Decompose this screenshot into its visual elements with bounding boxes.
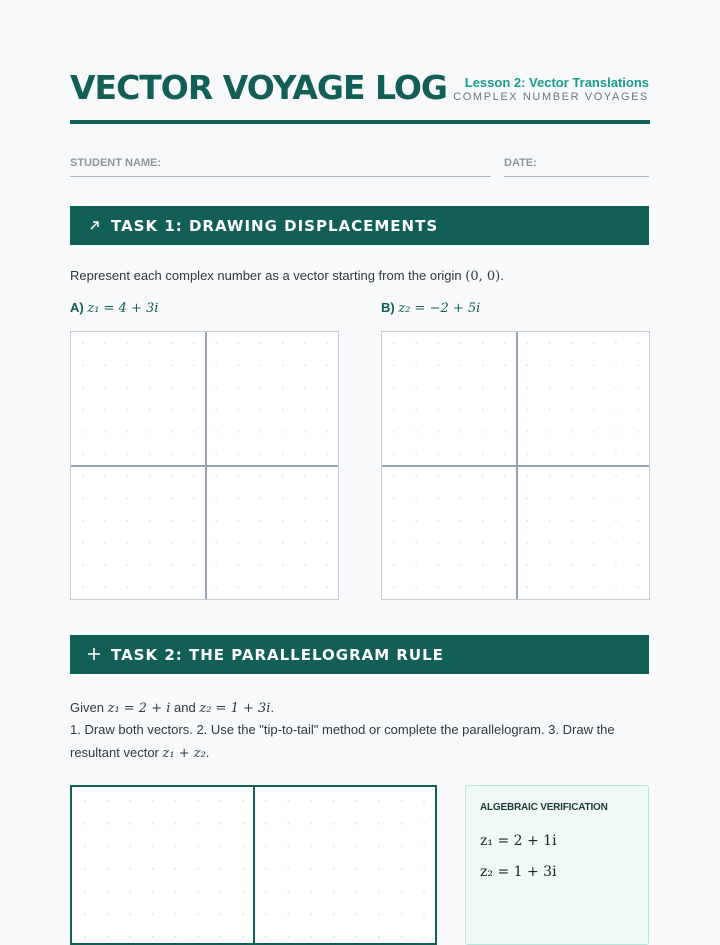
origin-expr: (0, 0) <box>465 269 501 284</box>
lesson-title: Lesson 2: Vector Translations <box>464 75 649 90</box>
y-axis <box>253 787 255 943</box>
task2-banner <box>70 635 649 674</box>
algebraic-verification-box <box>465 785 649 945</box>
plot-grid-b[interactable] <box>381 331 650 600</box>
arrow-up-right-icon <box>87 218 101 234</box>
page-subtitle: COMPLEX NUMBER VOYAGES <box>453 91 649 103</box>
page-title: VECTOR VOYAGE LOG <box>70 68 447 107</box>
task2-title: TASK 2: THE PARALLELOGRAM RULE <box>111 645 444 664</box>
plot-grid-a[interactable] <box>70 331 339 600</box>
task2-steps: 1. Draw both vectors. 2. Use the "tip-to-tail" method or complete the parallelogram. 3. Draw the <box>70 722 615 737</box>
x-axis <box>382 465 649 467</box>
header-divider <box>70 120 650 124</box>
x-axis <box>71 465 338 467</box>
date-label: DATE: <box>504 157 537 169</box>
task1-instruction: Represent each complex number as a vector starting from the origin (0, 0). <box>70 268 504 284</box>
part-a-label: A) z₁ = 4 + 3i <box>70 300 159 316</box>
task2-resultant: resultant vector z₁ + z₂. <box>70 745 210 761</box>
plot-grid-task2[interactable] <box>70 785 437 945</box>
date-field[interactable] <box>504 176 649 177</box>
plus-icon <box>87 647 101 663</box>
task2-given: Given z₁ = 2 + i and z₂ = 1 + 3i. <box>70 700 275 716</box>
verification-eq1: z₁ = 2 + 1i <box>480 833 557 849</box>
verification-heading: ALGEBRAIC VERIFICATION <box>480 802 608 813</box>
verification-eq2: z₂ = 1 + 3i <box>480 864 557 880</box>
task1-title: TASK 1: DRAWING DISPLACEMENTS <box>111 216 439 235</box>
student-name-label: STUDENT NAME: <box>70 157 162 169</box>
part-b-label: B) z₂ = −2 + 5i <box>381 300 481 316</box>
task1-banner <box>70 206 649 245</box>
student-name-field[interactable] <box>70 176 491 177</box>
